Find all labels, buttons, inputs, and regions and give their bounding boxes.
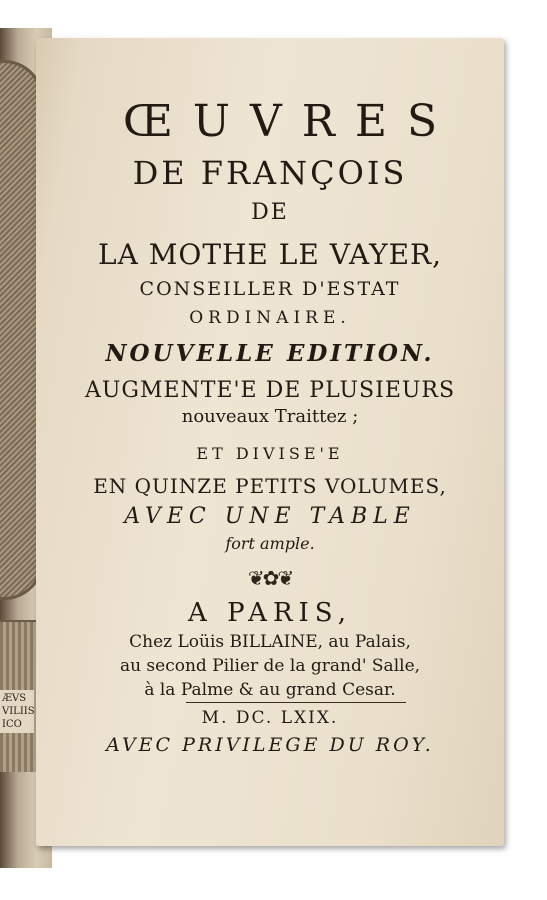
- place-line: A PARIS,: [188, 598, 352, 628]
- publisher-line: Chez Loüis BILLAINE, au Palais,: [129, 632, 411, 652]
- plinth-inscription: ÆVS VILIIS ICO: [0, 690, 34, 733]
- author-title: CONSEILLER D'ESTAT: [139, 278, 401, 300]
- privilege-line: AVEC PRIVILEGE DU ROY.: [106, 734, 434, 756]
- imprint-rule: [186, 702, 406, 703]
- sign-line: à la Palme & au grand Cesar.: [144, 680, 396, 700]
- volumes-line: EN QUINZE PETITS VOLUMES,: [93, 474, 447, 498]
- title-oeuvres: ŒUVRES: [122, 96, 458, 147]
- edition-line: NOUVELLE EDITION.: [105, 340, 435, 367]
- author-title-2: ORDINAIRE.: [189, 308, 351, 328]
- author-name: LA MOTHE LE VAYER,: [97, 238, 443, 271]
- title-page: [36, 38, 504, 846]
- date-line: M. DC. LXIX.: [201, 708, 339, 728]
- new-treatises-line: nouveaux Traittez ;: [181, 406, 359, 427]
- table-line: AVEC UNE TABLE: [124, 504, 416, 529]
- address-line: au second Pilier de la grand' Salle,: [119, 656, 421, 676]
- fort-ample-line: fort ample.: [225, 534, 315, 553]
- printer-ornament-icon: ❦✿❦: [247, 566, 293, 590]
- title-de: DE: [251, 200, 289, 225]
- augmented-line: AUGMENTE'E DE PLUSIEURS: [84, 378, 456, 403]
- title-de-francois: DE FRANÇOIS: [132, 154, 408, 192]
- divided-line: ET DIVISE'E: [196, 444, 344, 463]
